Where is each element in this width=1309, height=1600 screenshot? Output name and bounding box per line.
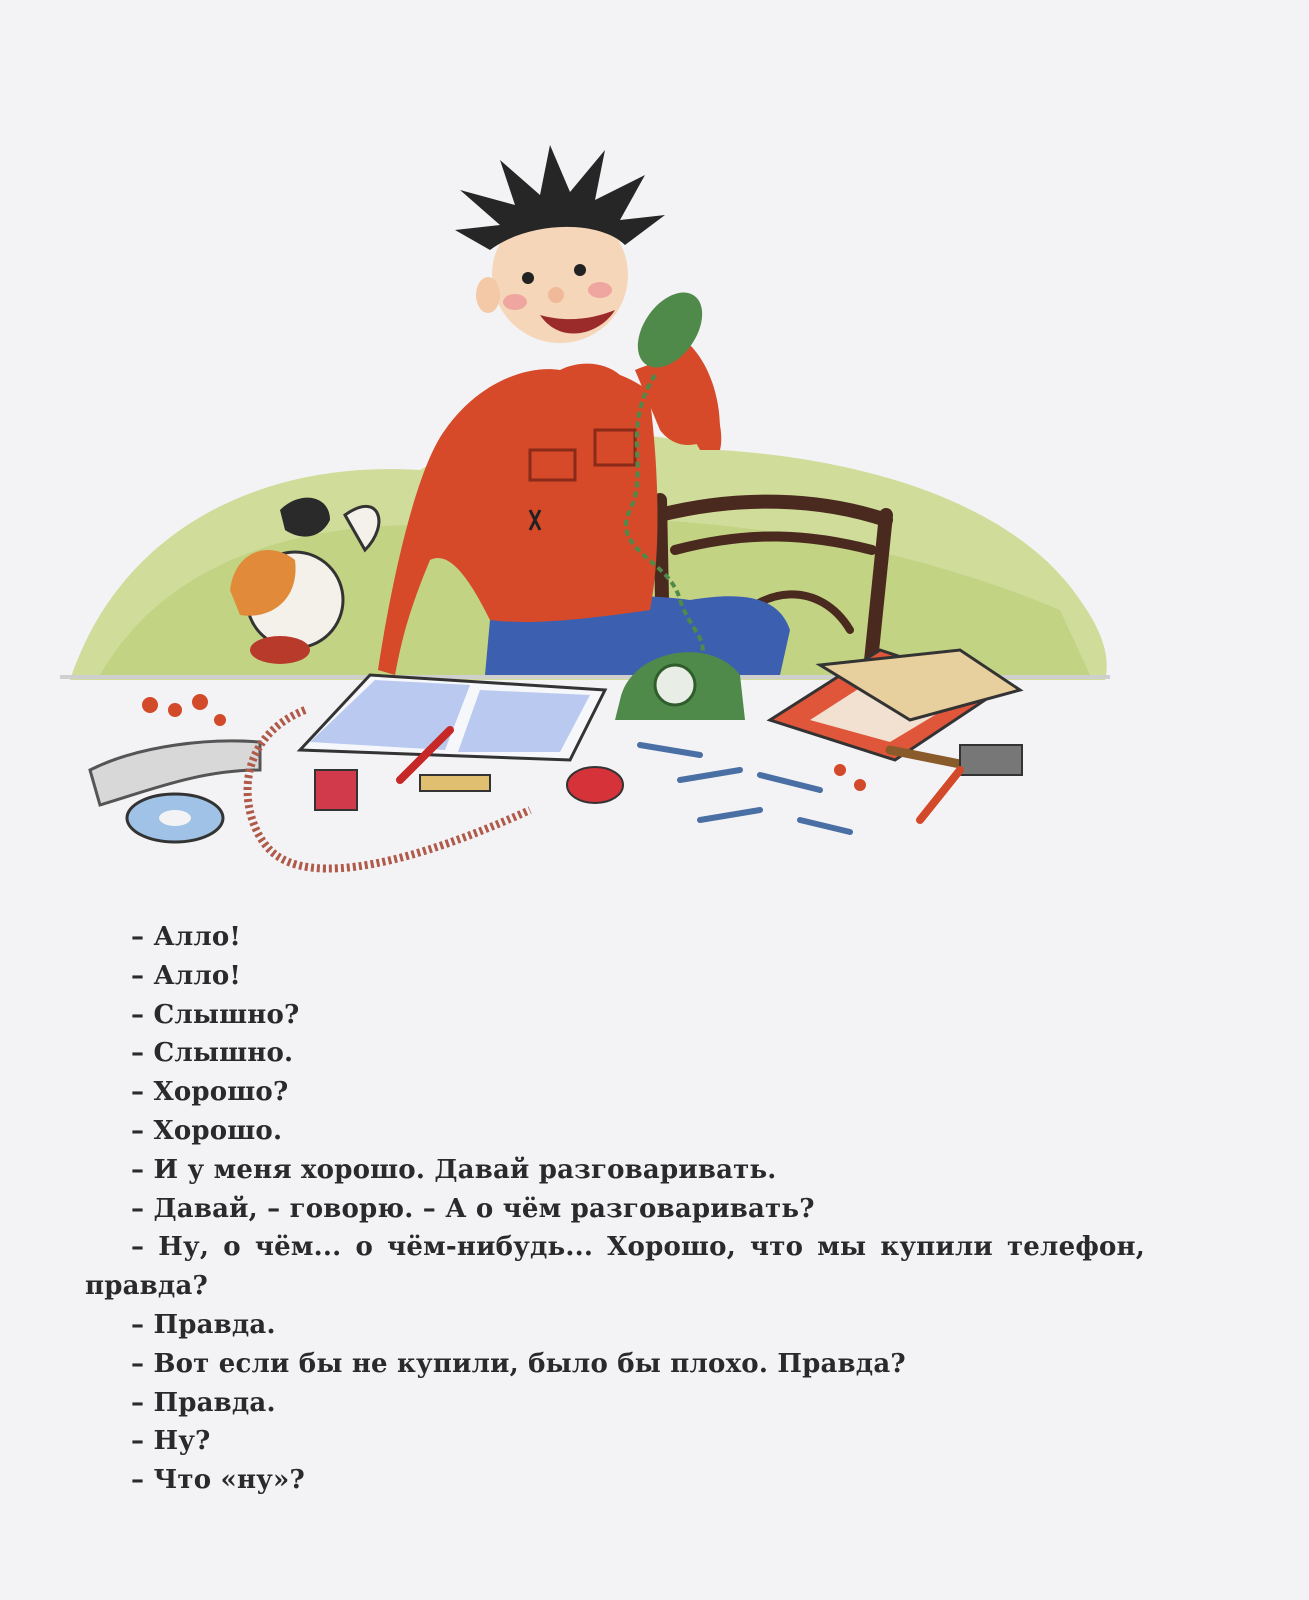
dialogue-line: – Ну, о чём... о чём-нибудь... Хорошо, что мы купили телефон, [131, 1232, 1145, 1263]
dialogue-line: – Правда. [131, 1387, 276, 1418]
dialogue-line: – Слышно? [131, 999, 300, 1030]
dialogue-text [85, 918, 1145, 1500]
dialogue-line: – Вот если бы не купили, было бы плохо. Правда? [131, 1348, 906, 1379]
dialogue-line: – Хорошо. [131, 1115, 283, 1146]
dialogue-line: – Что «ну»? [131, 1465, 305, 1496]
dialogue-line: – Правда. [131, 1309, 276, 1340]
red-cube [315, 770, 357, 810]
dialogue-line-continuation: правда? [85, 1271, 208, 1302]
dialogue-line: – И у меня хорошо. Давай разговаривать. [131, 1154, 777, 1185]
dialogue-line: – Ну? [131, 1426, 211, 1457]
boy-on-phone-illustration [60, 130, 1140, 890]
pencil [920, 770, 960, 820]
dialogue-line: – Слышно. [131, 1038, 294, 1069]
red-tape-measure [567, 767, 623, 803]
dialogue-line: – Хорошо? [131, 1077, 289, 1108]
dialogue-line: – Алло! [131, 960, 242, 991]
dialogue-line: – Давай, – говорю. – А о чём разговаривать? [131, 1193, 815, 1224]
scattered-tools [640, 745, 850, 832]
dialogue-line: – Алло! [131, 922, 242, 952]
